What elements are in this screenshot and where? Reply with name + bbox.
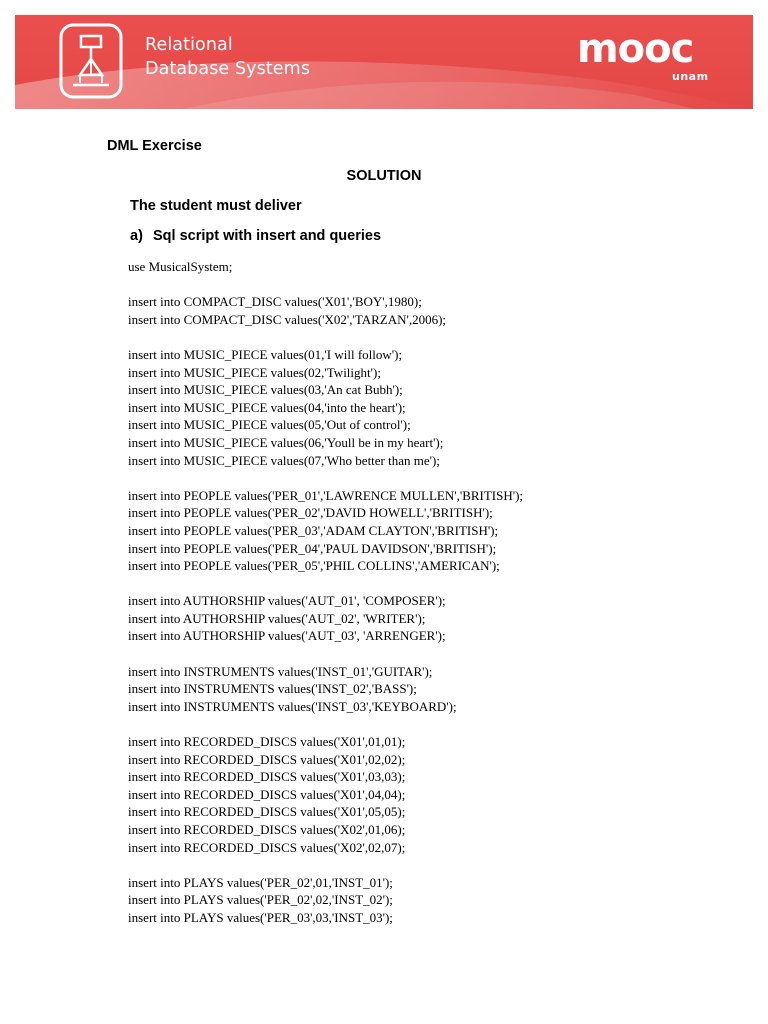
sql-block-gap (128, 469, 748, 487)
sql-line: insert into INSTRUMENTS values('INST_01','GUITAR'); (128, 663, 433, 679)
sql-line: insert into PLAYS values('PER_02',01,'INST_01'); (128, 874, 393, 890)
sql-line: insert into MUSIC_PIECE values(07,'Who better than me'); (128, 452, 440, 468)
sql-line: use MusicalSystem; (128, 259, 233, 274)
sql-line: insert into PEOPLE values('PER_04','PAUL DAVIDSON','BRITISH'); (128, 540, 497, 556)
list-item-text: Sql script with insert and queries (153, 228, 382, 244)
sql-line: insert into RECORDED_DISCS values('X01',04,04); (128, 786, 406, 802)
deliver-heading: The student must deliver (130, 198, 302, 214)
sql-line: insert into AUTHORSHIP values('AUT_02', 'WRITER'); (128, 610, 426, 626)
sql-line: insert into RECORDED_DISCS values('X01',02,02); (128, 751, 406, 767)
course-title-line-2: Database Systems (145, 59, 311, 79)
sql-line: insert into AUTHORSHIP values('AUT_01', 'COMPOSER'); (128, 593, 446, 609)
mooc-wordmark-text: mooc (577, 29, 694, 71)
sql-line: insert into INSTRUMENTS values('INST_03','KEYBOARD'); (128, 698, 457, 714)
sql-block-gap (128, 645, 748, 663)
sql-block-gap (128, 575, 748, 593)
sql-line: insert into RECORDED_DISCS values('X01',01,01); (128, 734, 406, 750)
sql-line: insert into RECORDED_DISCS values('X02',01,06); (128, 822, 406, 837)
sql-line: insert into RECORDED_DISCS values('X01',03,03); (128, 769, 406, 785)
sql-line: insert into MUSIC_PIECE values(06,'Youll be in my heart'); (128, 434, 444, 450)
list-marker: a) (130, 228, 143, 244)
sql-line: insert into PEOPLE values('PER_03','ADAM CLAYTON','BRITISH'); (128, 522, 499, 538)
mooc-logo-subtext: unam (672, 70, 709, 83)
course-title-line-1: Relational (145, 35, 233, 55)
sql-block-gap (128, 276, 748, 294)
list-item-a (130, 228, 381, 244)
database-diagram-icon (59, 23, 123, 99)
exercise-title: DML Exercise (107, 138, 202, 154)
mooc-logo (577, 29, 721, 91)
sql-line: insert into COMPACT_DISC values('X01','BOY',1980); (128, 294, 422, 310)
sql-line: insert into PEOPLE values('PER_05','PHIL COLLINS','AMERICAN'); (128, 558, 500, 574)
sql-script (128, 258, 748, 927)
sql-line: insert into PLAYS values('PER_03',03,'INST_03'); (128, 909, 393, 925)
sql-line: insert into PLAYS values('PER_02',02,'INST_02'); (128, 892, 393, 908)
course-title (145, 33, 310, 81)
sql-line: insert into PEOPLE values('PER_02','DAVID HOWELL','BRITISH'); (128, 505, 493, 521)
sql-line: insert into COMPACT_DISC values('X02','TARZAN',2006); (128, 311, 447, 327)
sql-block-gap (128, 715, 748, 733)
sql-line: insert into MUSIC_PIECE values(05,'Out of control'); (128, 417, 411, 433)
sql-line: insert into PEOPLE values('PER_01','LAWRENCE MULLEN','BRITISH'); (128, 487, 524, 503)
sql-line: insert into AUTHORSHIP values('AUT_03', 'ARRENGER'); (128, 628, 446, 644)
sql-block-gap (128, 856, 748, 874)
solution-title: SOLUTION (346, 168, 422, 184)
sql-line: insert into RECORDED_DISCS values('X01',05,05); (128, 804, 406, 820)
course-banner (15, 15, 753, 109)
sql-line: insert into INSTRUMENTS values('INST_02','BASS'); (128, 681, 417, 697)
sql-block-gap (128, 328, 748, 346)
sql-line: insert into MUSIC_PIECE values(03,'An cat Bubh'); (128, 382, 403, 398)
sql-line: insert into RECORDED_DISCS values('X02',02,07); (128, 839, 406, 855)
mooc-wordmark (577, 29, 721, 71)
sql-line: insert into MUSIC_PIECE values(01,'I will follow'); (128, 346, 403, 362)
sql-line: insert into MUSIC_PIECE values(02,'Twilight'); (128, 364, 381, 380)
sql-line: insert into MUSIC_PIECE values(04,'into the heart'); (128, 399, 406, 415)
